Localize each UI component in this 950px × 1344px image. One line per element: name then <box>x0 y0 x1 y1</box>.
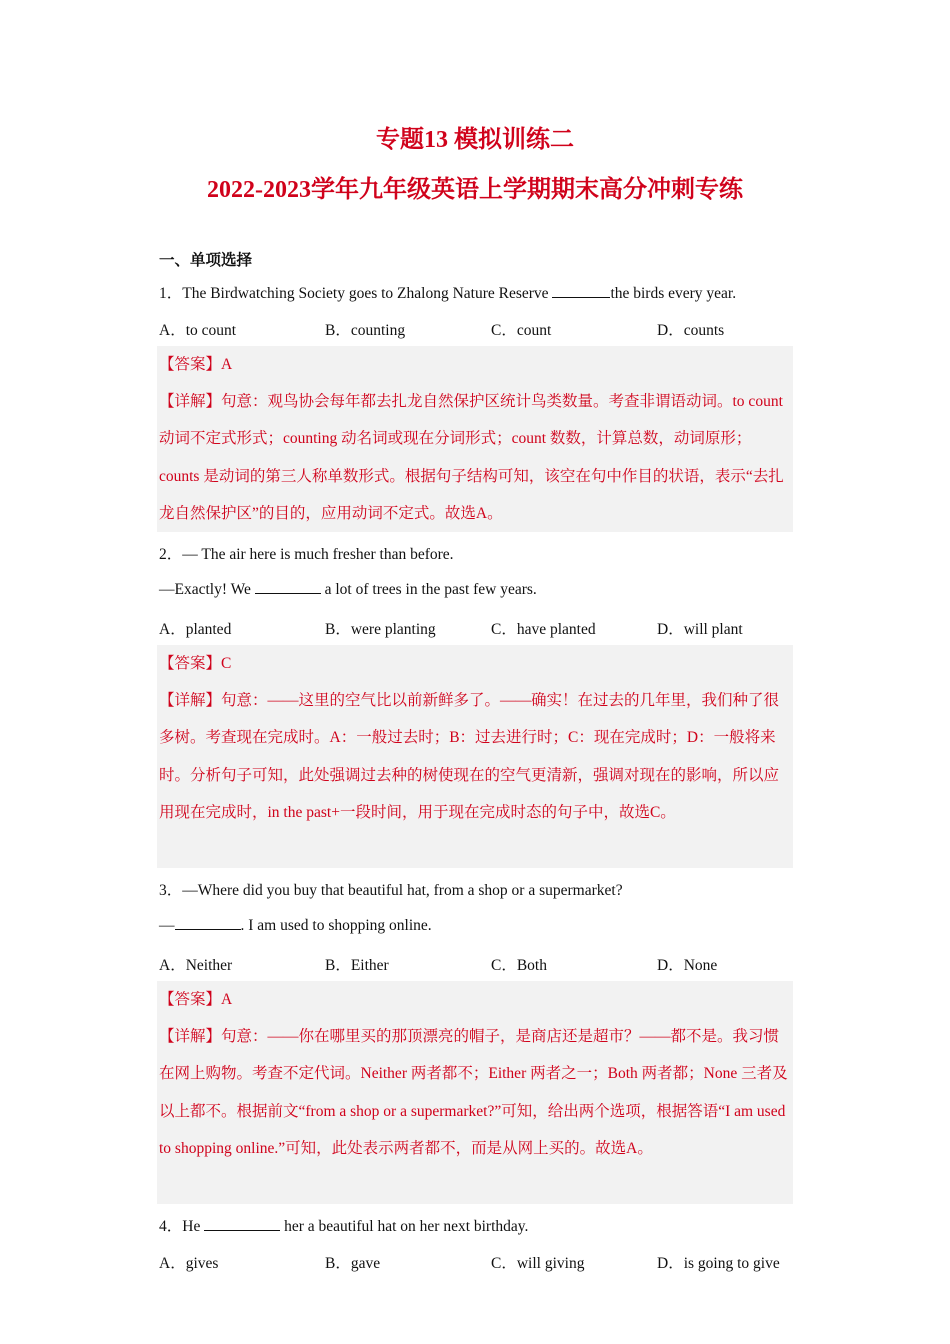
question-2-line1: 2．— The air here is much fresher than before. <box>159 546 454 563</box>
answer-blank <box>552 283 610 298</box>
option-d[interactable]: D．counts <box>657 322 725 339</box>
section-title: 一、单项选择 <box>159 252 253 269</box>
stem-text: the birds every year. <box>610 285 737 302</box>
question-2-line2 <box>159 579 793 599</box>
question-3-line1: 3．—Where did you buy that beautiful hat, from a shop or a supermarket? <box>159 882 623 899</box>
option-a[interactable]: A．gives <box>159 1255 219 1272</box>
question-3-line2 <box>159 915 793 935</box>
answer-label: 【答案】A <box>159 991 233 1008</box>
question-1-stem <box>159 281 793 303</box>
stem-text: — <box>159 917 175 934</box>
option-a[interactable]: A．to count <box>159 322 237 339</box>
answer-blank <box>204 1216 280 1231</box>
answer-blank <box>255 579 321 594</box>
option-d[interactable]: D．will plant <box>657 621 743 638</box>
option-c[interactable]: C．count <box>491 322 552 339</box>
stem-text: 4．He <box>159 1218 205 1235</box>
stem-text: —Exactly! We <box>159 581 255 598</box>
option-d[interactable]: D．None <box>657 957 718 974</box>
page-title: 专题13 模拟训练二 <box>376 127 574 153</box>
answer-label: 【答案】A <box>159 356 233 373</box>
option-b[interactable]: B．Either <box>325 957 389 974</box>
option-a[interactable]: A．Neither <box>159 957 233 974</box>
answer-label: 【答案】C <box>159 655 232 672</box>
option-b[interactable]: B．counting <box>325 322 406 339</box>
option-a[interactable]: A．planted <box>159 621 232 638</box>
option-b[interactable]: B．gave <box>325 1255 381 1272</box>
explanation-text: 【详解】句意：——你在哪里买的那顶漂亮的帽子，是商店还是超市？——都不是。我习惯在网上购物。考查不定代词。Neither 两者都不；Either 两者之一；Both 两者都；None 三者及以上都不。根据前文“from a shop or a supermarket?”可知，给出两个选项，根据答语“I am used to shopping online.”可知，此处表示两者都不，而是从网上买的。故选A。 <box>159 1028 788 1157</box>
answer-blank <box>175 915 241 930</box>
option-c[interactable]: C．have planted <box>491 621 596 638</box>
option-d[interactable]: D．is going to give <box>657 1255 780 1272</box>
stem-text: 1．The Birdwatching Society goes to Zhalong Nature Reserve <box>159 285 553 302</box>
stem-text: . I am used to shopping online. <box>240 917 432 934</box>
stem-text: her a beautiful hat on her next birthday. <box>280 1218 529 1235</box>
explanation-text: 【详解】句意：观鸟协会每年都去扎龙自然保护区统计鸟类数量。考查非谓语动词。to count 动词不定式形式；counting 动名词或现在分词形式；count 数数，计算总数，动词原形；counts 是动词的第三人称单数形式。根据句子结构可知，该空在句中作目的状语，表示“去扎龙自然保护区”的目的，应用动词不定式。故选A。 <box>159 393 784 522</box>
question-4-stem <box>159 1214 793 1236</box>
option-c[interactable]: C．Both <box>491 957 547 974</box>
explanation-text: 【详解】句意：——这里的空气比以前新鲜多了。——确实！在过去的几年里，我们种了很多树。考查现在完成时。A：一般过去时；B：过去进行时；C：现在完成时；D：一般将来时。分析句子可知，此处强调过去种的树使现在的空气更清新，强调对现在的影响，所以应用现在完成时，in the past+一段时间，用于现在完成时态的句子中，故选C。 <box>159 692 780 821</box>
page-subtitle: 2022-2023学年九年级英语上学期期末高分冲刺专练 <box>207 177 743 203</box>
option-b[interactable]: B．were planting <box>325 621 436 638</box>
stem-text: a lot of trees in the past few years. <box>320 581 537 598</box>
option-c[interactable]: C．will giving <box>491 1255 585 1272</box>
